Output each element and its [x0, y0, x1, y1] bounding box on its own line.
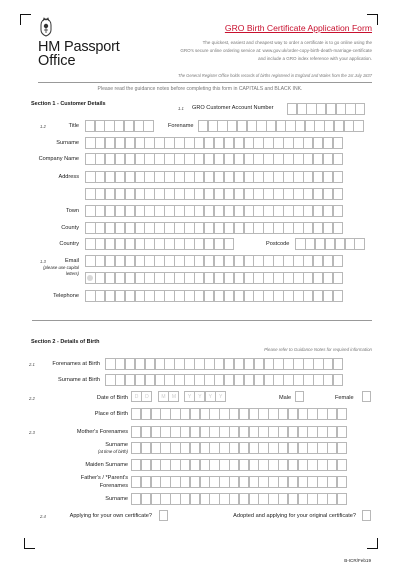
male-label: Male [279, 395, 292, 401]
forenames-birth-boxes[interactable] [105, 358, 343, 370]
guidance-note: Please read the guidance notes before completing this form in CAPITALS and BLACK INK. [97, 86, 303, 92]
at-sign-marker-icon [87, 275, 93, 281]
address-label: Address [58, 174, 79, 180]
female-label: Female [335, 395, 354, 401]
dob-month-digit2[interactable]: M [168, 391, 179, 402]
town-label: Town [65, 208, 79, 214]
postcode-label: Postcode [266, 241, 290, 247]
own-certificate-checkbox[interactable] [159, 510, 168, 521]
dob-label: Date of Birth [96, 395, 128, 401]
own-certificate-num: 2.4 [40, 514, 46, 519]
adopted-checkbox[interactable] [362, 510, 371, 521]
dob-year-digit1[interactable]: Y [184, 391, 195, 402]
email-note-line1: (please use capital [43, 265, 79, 270]
dob-day-digit2[interactable]: D [141, 391, 152, 402]
title-label: Title [68, 123, 79, 129]
title-boxes[interactable] [85, 120, 153, 132]
section2-heading: Section 2 - Details of Birth [31, 339, 100, 345]
dob-day-field[interactable] [131, 391, 152, 402]
surname-birth-boxes[interactable] [105, 374, 343, 386]
surname-birth-label: Surname at Birth [58, 377, 100, 383]
email-line2-boxes[interactable] [85, 272, 343, 284]
father-surname-boxes[interactable] [131, 493, 347, 505]
mother-forenames-boxes[interactable] [131, 426, 347, 438]
father-forenames-label-line2: Forenames [99, 483, 128, 489]
telephone-label: Telephone [53, 293, 79, 299]
dob-num: 2.2 [29, 396, 35, 401]
own-certificate-label: Applying for your own certificate? [69, 513, 152, 519]
dob-month-digit1[interactable]: M [158, 391, 169, 402]
mother-forenames-label: Mother's Forenames [76, 429, 128, 435]
section-divider [32, 320, 372, 321]
forenames-birth-num: 2.1 [29, 362, 35, 367]
adopted-label: Adopted and applying for your original certificate? [233, 513, 356, 519]
female-checkbox[interactable] [362, 391, 371, 402]
pob-boxes[interactable] [131, 408, 347, 420]
royal-crest-icon [38, 17, 54, 37]
section1-heading: Section 1 - Customer Details [31, 101, 106, 107]
crop-mark-top-left [20, 14, 31, 25]
intro-line1: The quickest, easiest and cheapest way to order a certificate is to go online using the [202, 40, 372, 45]
dob-year-field[interactable] [184, 391, 226, 402]
account-number-label: GRO Customer Account Number [192, 105, 274, 111]
dob-day-digit1[interactable]: D [131, 391, 142, 402]
mother-surname-label: Surname [105, 442, 128, 448]
header-divider [38, 82, 372, 83]
forename-boxes[interactable] [198, 120, 363, 132]
maiden-surname-boxes[interactable] [131, 459, 347, 471]
town-boxes[interactable] [85, 205, 343, 217]
email-note-line2: letters) [65, 271, 79, 276]
forenames-birth-label: Forenames at Birth [52, 361, 100, 367]
dob-year-digit4[interactable]: Y [215, 391, 226, 402]
father-forenames-boxes[interactable] [131, 476, 347, 488]
postcode-boxes[interactable] [295, 238, 364, 250]
crop-mark-bottom-right [367, 538, 378, 549]
mother-surname-boxes[interactable] [131, 442, 347, 454]
email-num: 1.3 [40, 259, 46, 264]
address-line1-boxes[interactable] [85, 171, 343, 183]
company-boxes[interactable] [85, 153, 343, 165]
county-boxes[interactable] [85, 222, 343, 234]
account-number-boxes[interactable] [287, 103, 365, 115]
county-label: County [61, 225, 79, 231]
intro-line3: and include a GRO index reference with your application. [258, 56, 372, 61]
telephone-boxes[interactable] [85, 290, 343, 302]
dob-month-field[interactable] [158, 391, 179, 402]
company-label: Company Name [38, 156, 79, 162]
forename-label: Forename [168, 123, 194, 129]
mother-num: 2.3 [29, 430, 35, 435]
email-label: Email [65, 258, 79, 264]
father-surname-label: Surname [105, 496, 128, 502]
section2-guidance-note: Please refer to Guidance Notes for required information [264, 347, 372, 352]
maiden-surname-label: Maiden Surname [85, 462, 128, 468]
country-label: Country [59, 241, 79, 247]
dob-year-digit3[interactable]: Y [205, 391, 216, 402]
surname-boxes[interactable] [85, 137, 343, 149]
form-title: GRO Birth Certificate Application Form [224, 23, 372, 33]
mother-surname-note: (at time of birth) [97, 449, 128, 454]
form-code: B-ICR/Feb19 [344, 558, 371, 563]
country-boxes[interactable] [85, 238, 234, 250]
male-checkbox[interactable] [295, 391, 304, 402]
surname-label: Surname [56, 140, 79, 146]
dob-year-digit2[interactable]: Y [194, 391, 205, 402]
records-note: The General Register Office holds records of births registered in England and Wales from the 1st July 1837 [177, 73, 372, 78]
intro-line2: GRO's secure online ordering service at: www.gov.uk/order-copy-birth-death-marriage-certificate [180, 48, 372, 53]
address-line2-boxes[interactable] [85, 188, 343, 200]
org-name-line1: HM Passport [38, 39, 120, 55]
org-name-line2: Office [38, 53, 76, 69]
pob-label: Place of Birth [94, 411, 128, 417]
email-line1-boxes[interactable] [85, 255, 343, 267]
title-num: 1.2 [40, 124, 46, 129]
account-number-num: 1.1 [178, 106, 184, 111]
crop-mark-bottom-left [24, 538, 35, 549]
father-forenames-label-line1: Father's / *Parent's [80, 475, 128, 481]
